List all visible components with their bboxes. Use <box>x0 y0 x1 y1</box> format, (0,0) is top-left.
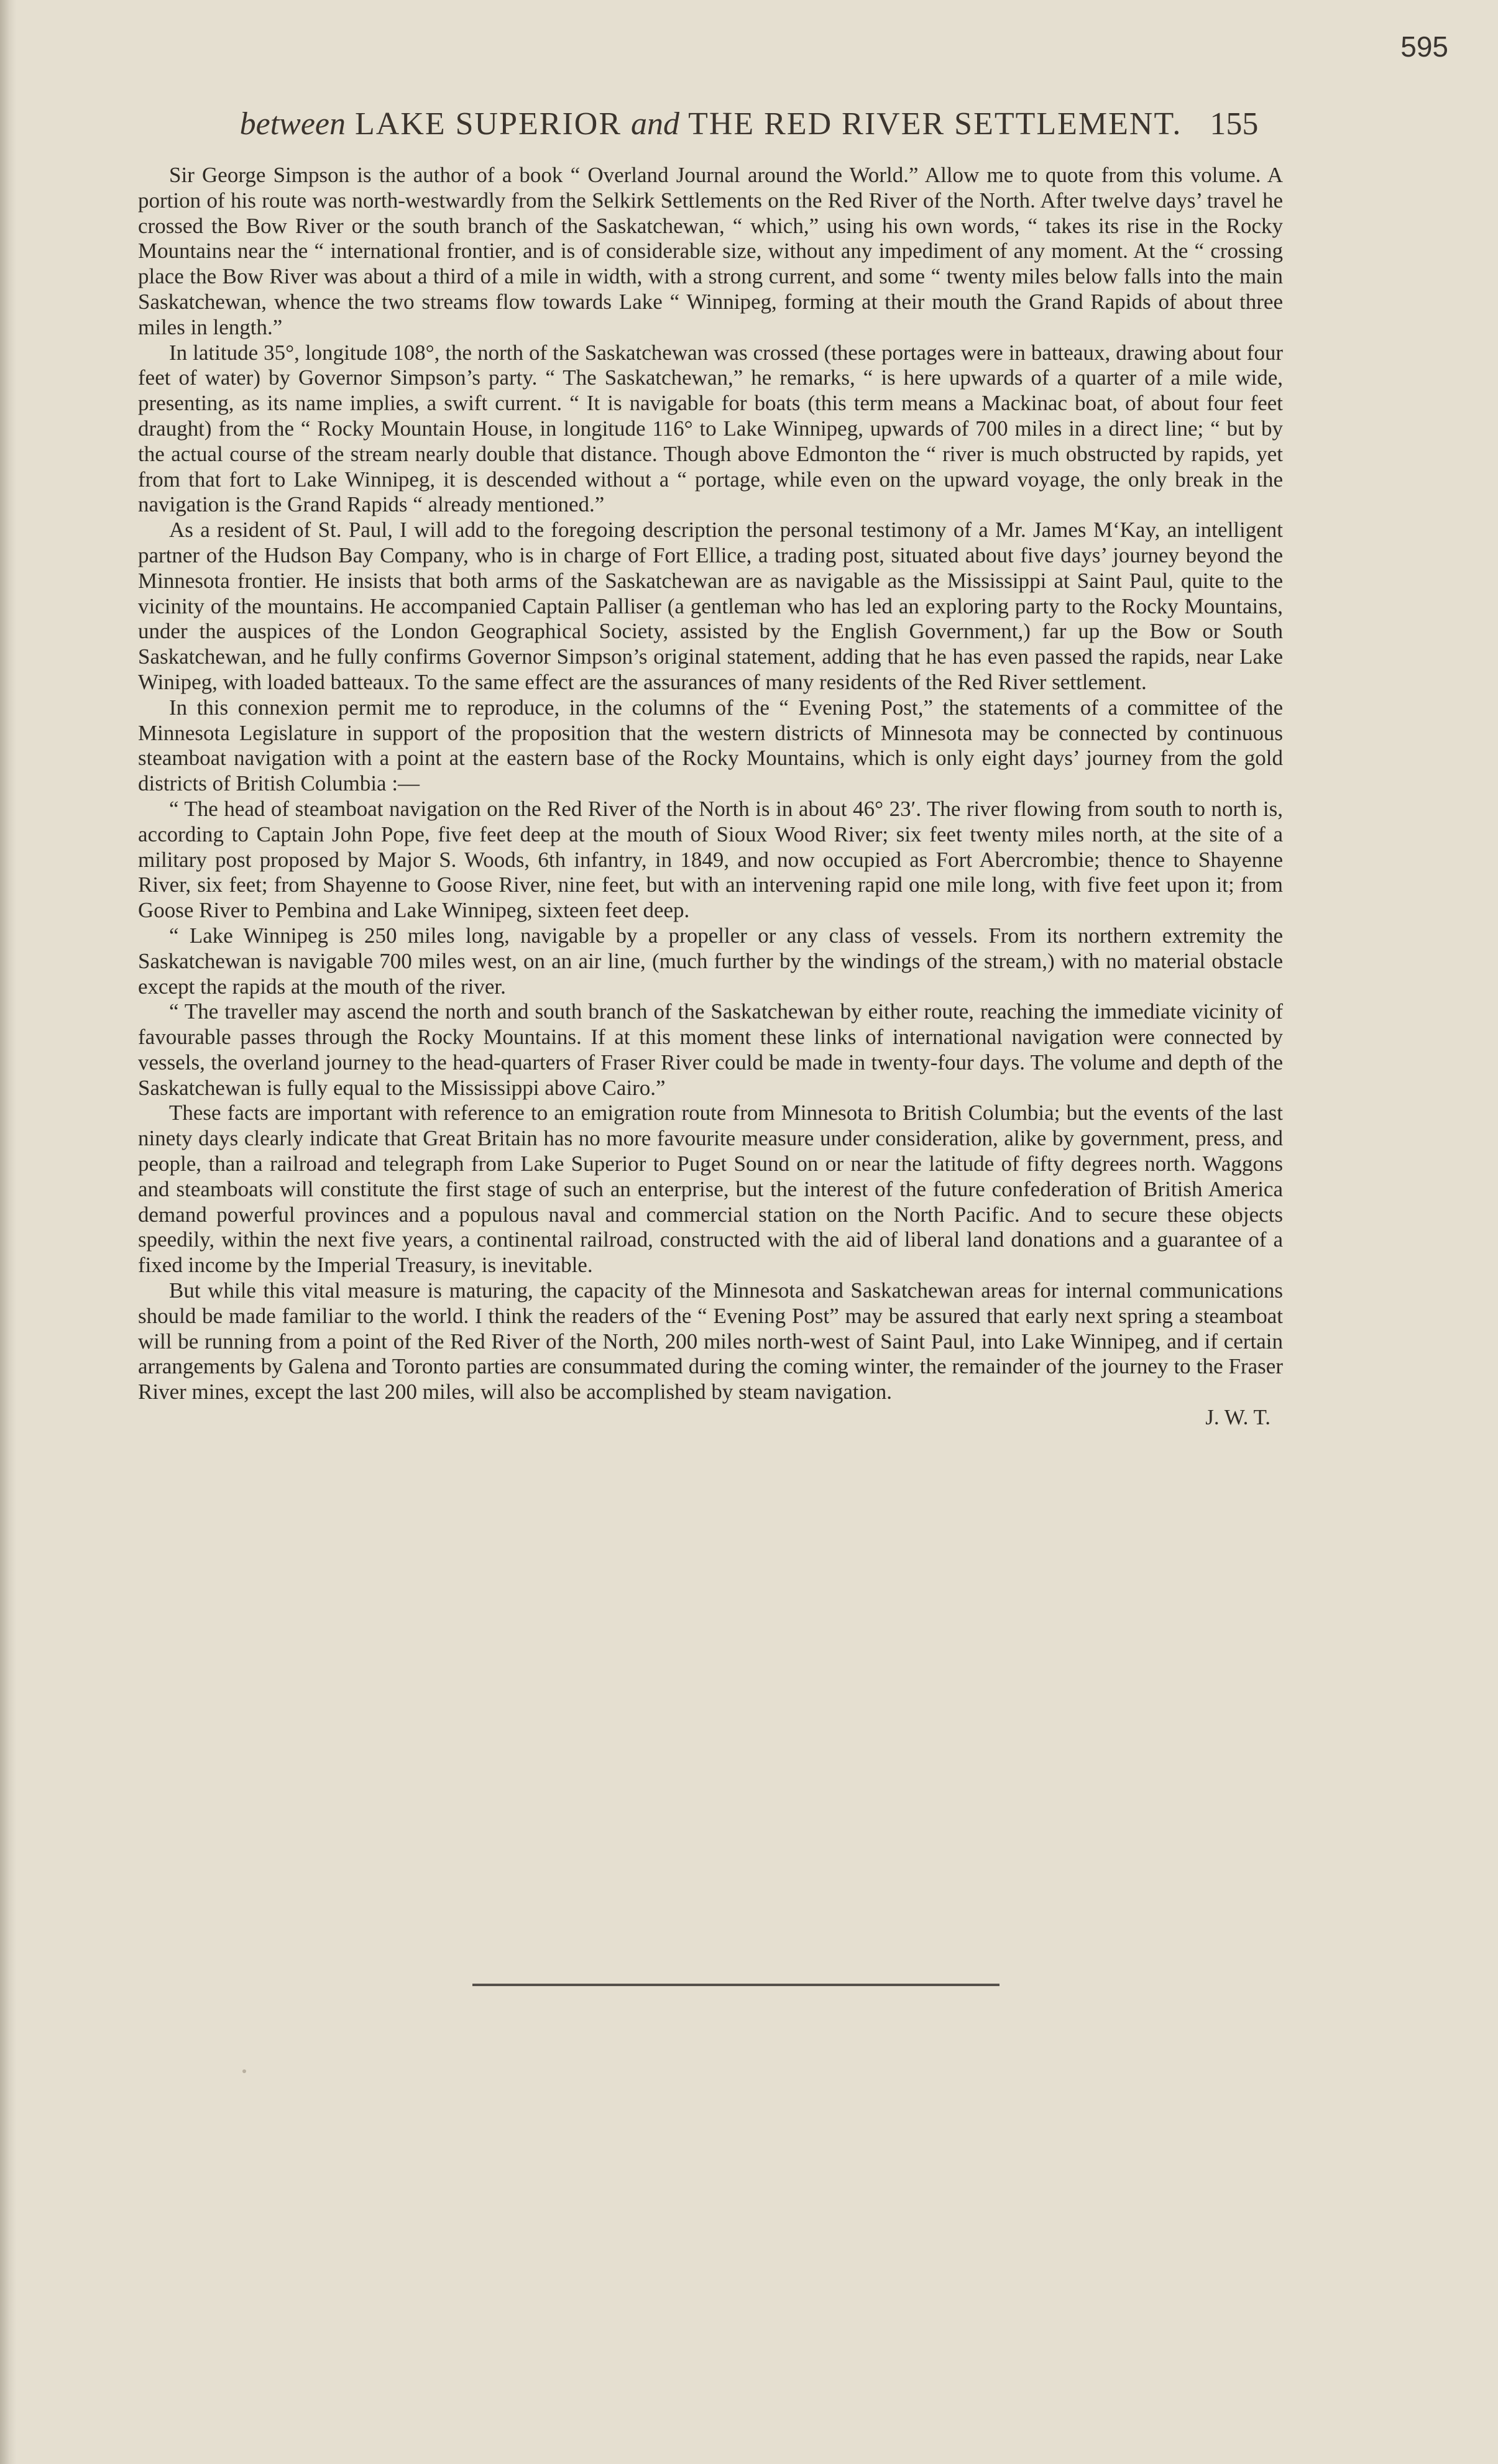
article-body <box>138 163 1283 1431</box>
signature: J. W. T. <box>1205 1405 1271 1430</box>
running-head <box>0 106 1498 142</box>
paragraph-4: In this connexion permit me to reproduce, in the columns of the “ Evening Post,” the statements of a committee of the Minnesota Legislature in support of the proposition that the western districts of Minnesota may be connected by continuous steamboat navigation with a point at the eastern base of the Rocky Mountains, which is only eight days’ journey from the gold districts of British Columbia :— <box>138 695 1283 796</box>
paragraph-6: “ Lake Winnipeg is 250 miles long, navigable by a propeller or any class of vessels. From its northern extremity the Saskatchewan is navigable 700 miles west, on an air line, (much further by the windings of the stream,) with no material obstacle except the rapids at the mouth of the river. <box>138 923 1283 999</box>
paragraph-3: As a resident of St. Paul, I will add to the foregoing description the personal testimony of a Mr. James M‘Kay, an intelligent partner of the Hudson Bay Company, who is in charge of Fort Ellice, a trading post, situated about five days’ journey beyond the Minnesota frontier. He insists that both arms of the Saskatchewan are as navigable as the Mississippi at Saint Paul, quite to the vicinity of the mountains. He accompanied Captain Palliser (a gentleman who has led an exploring party to the Rocky Mountains, under the auspices of the London Geographical Society, assisted by the English Government,) far up the Bow or South Saskatchewan, and he fully confirms Governor Simpson’s original statement, adding that he has even passed the rapids, near Lake Winipeg, with loaded batteaux. To the same effect are the assurances of many residents of the Red River settlement. <box>138 518 1283 694</box>
section-divider-rule <box>472 1984 999 1986</box>
paragraph-5: “ The head of steamboat navigation on the Red River of the North is in about 46° 23′. The river flowing from south to north is, according to Captain John Pope, five feet deep at the mouth of Sioux Wood River; six feet twenty miles north, at the site of a military post proposed by Major S. Woods, 6th infantry, in 1849, and now occupied as Fort Abercrombie; thence to Shayenne River, six feet; from Shayenne to Goose River, nine feet, but with an intervening rapid one mile long, with five feet upon it; from Goose River to Pembina and Lake Winnipeg, sixteen feet deep. <box>138 796 1283 923</box>
page-number: 595 <box>1400 30 1448 63</box>
running-head-part2: THE RED RIVER SETTLEMENT. <box>688 106 1182 142</box>
paragraph-8: These facts are important with reference to an emigration route from Minnesota to British Columbia; but the events of the last ninety days clearly indicate that Great Britain has no more favourite measure under consideration, alike by government, press, and people, than a railroad and telegraph from Lake Superior to Puget Sound on or near the latitude of fifty degrees north. Waggons and steamboats will constitute the first stage of such an enterprise, but the interest of the future confederation of British America demand powerful provinces and a populous naval and commercial station on the North Pacific. And to secure these objects speedily, within the next five years, a continental railroad, constructed with the aid of liberal land donations and a guarantee of a fixed income by the Imperial Treasury, is inevitable. <box>138 1101 1283 1278</box>
running-head-and: and <box>631 106 680 142</box>
paragraph-1: Sir George Simpson is the author of a book “ Overland Journal around the World.” Allow me to quote from this volume. A portion of his route was north-westwardly from the Selkirk Settlements on the Red River of the North. After twelve days’ travel he crossed the Bow River or the south branch of the Saskatchewan, “ which,” using his own words, “ takes its rise in the Rocky Mountains near the “ international frontier, and is of considerable size, without any impediment of any moment. At the “ crossing place the Bow River was about a third of a mile in width, with a strong current, and some “ twenty miles below falls into the main Saskatchewan, whence the two streams flow towards Lake “ Winnipeg, forming at their mouth the Grand Rapids of about three miles in length.” <box>138 163 1283 339</box>
page-binding-edge <box>0 0 16 2464</box>
paper-speck <box>242 2069 246 2073</box>
paragraph-9: But while this vital measure is maturing, the capacity of the Minnesota and Saskatchewan areas for internal communications should be made familiar to the world. I think the readers of the “ Evening Post” may be assured that early next spring a steamboat will be running from a point of the Red River of the North, 200 miles north-west of Saint Paul, into Lake Winnipeg, and if certain arrangements by Galena and Toronto parties are consummated during the coming winter, the remainder of the journey to the Fraser River mines, except the last 200 miles, will also be accomplished by steam navigation. <box>138 1278 1283 1404</box>
paragraph-2: In latitude 35°, longitude 108°, the north of the Saskatchewan was crossed (these portages were in batteaux, drawing about four feet of water) by Governor Simpson’s party. “ The Saskatchewan,” he remarks, “ is here upwards of a quarter of a mile wide, presenting, as its name implies, a swift current. “ It is navigable for boats (this term means a Mackinac boat, of about four feet draught) from the “ Rocky Mountain House, in longitude 116° to Lake Winnipeg, upwards of 700 miles in a direct line; “ but by the actual course of the stream nearly double that distance. Though above Edmonton the “ river is much obstructed by rapids, yet from that fort to Lake Winnipeg, it is descended without a “ portage, while even on the upward voyage, the only break in the navigation is the Grand Rapids “ already mentioned.” <box>138 340 1283 517</box>
paragraph-7: “ The traveller may ascend the north and south branch of the Saskatchewan by either route, reaching the immediate vicinity of favourable passes through the Rocky Mountains. If at this moment these links of international navigation were connected by vessels, the overland journey to the head-quarters of Fraser River could be made in twenty-four days. The volume and depth of the Saskatchewan is fully equal to the Mississippi above Cairo.” <box>138 999 1283 1100</box>
running-head-between: between <box>239 106 346 142</box>
running-head-part1: LAKE SUPERIOR <box>355 106 622 142</box>
running-head-folio: 155 <box>1210 106 1259 142</box>
